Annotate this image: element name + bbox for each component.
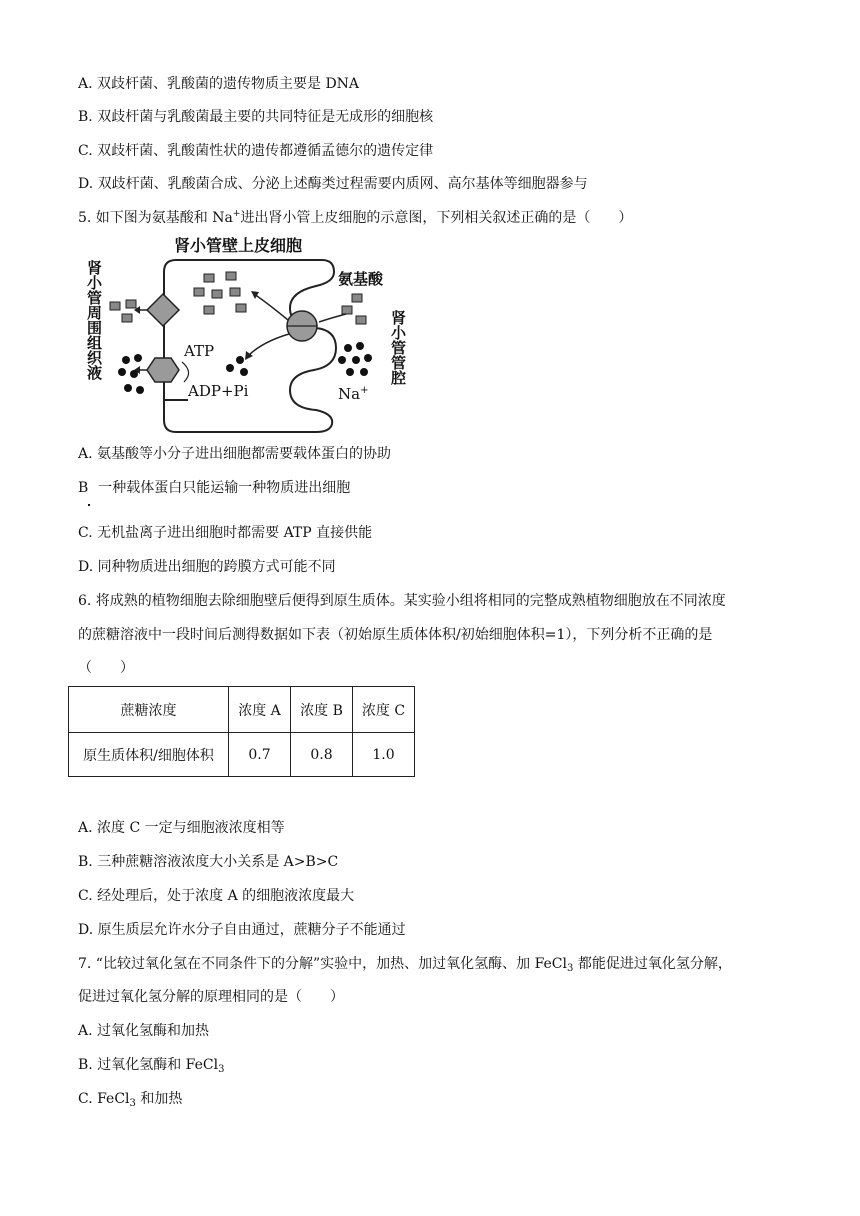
na-ion-dot-outside-left [136, 386, 144, 394]
q5-stem-after: 进出肾小管上皮细胞的示意图，下列相关叙述正确的是（ ） [240, 210, 633, 226]
q7-stem-line1-sub: 3 [567, 963, 574, 974]
q6-option-c: C. 经处理后，处于浓度 A 的细胞液浓度最大 [78, 888, 355, 904]
q6-option-d: D. 原生质层允许水分子自由通过，蔗糖分子不能通过 [78, 922, 406, 938]
table-header-cell: 浓度 C [353, 687, 415, 733]
q5-option-b [78, 478, 350, 498]
amino-acid-square [226, 272, 236, 280]
q7-option-b-sub: 3 [218, 1064, 225, 1075]
q6-option-b: B. 三种蔗糖溶液浓度大小关系是 A>B>C [78, 854, 339, 870]
amino-acid-square-lumen [342, 306, 352, 314]
arrow-circle-to-cell-squares [254, 294, 288, 320]
arrow-atp-to-adp [182, 362, 189, 382]
q5-stem-sup: + [232, 209, 241, 219]
na-ion-dot-outside-left [130, 370, 138, 378]
q7-option-c-sub: 3 [129, 1098, 136, 1109]
stray-dot [88, 504, 90, 506]
q5-option-d: D. 同种物质进出细胞的跨膜方式可能不同 [78, 559, 336, 575]
amino-acid-carrier-diamond [147, 294, 179, 326]
table-cell: 原生质体积/细胞体积 [69, 733, 229, 777]
na-ion-dot-lumen [346, 368, 354, 376]
q5-option-b-letter: B [78, 480, 89, 496]
diagram-right-label: 肾小管管腔 [389, 310, 407, 385]
table-row [69, 687, 415, 733]
q4-option-b: B. 双歧杆菌与乳酸菌最主要的共同特征是无成形的细胞核 [78, 109, 434, 125]
q7-option-c [78, 1089, 182, 1111]
q7-option-c-before: C. FeCl [78, 1091, 130, 1107]
arrow-head [251, 291, 259, 299]
q7-stem-line1-before: 7. “比较过氧化氢在不同条件下的分解”实验中，加热、加过氧化氢酶、加 FeCl [78, 956, 567, 972]
amino-acid-square [236, 304, 246, 312]
amino-acid-square [204, 306, 214, 314]
q7-option-a: A. 过氧化氢酶和加热 [78, 1023, 210, 1039]
diagram-left-label: 肾小管周围组织液 [85, 260, 103, 380]
amino-acid-square [212, 290, 222, 298]
table-cell: 0.7 [229, 733, 291, 777]
amino-acid-square-lumen [356, 316, 366, 324]
q4-option-d: D. 双歧杆菌、乳酸菌合成、分泌上述酶类过程需要内质网、高尔基体等细胞器参与 [78, 176, 588, 192]
na-ion-dot-lumen [352, 356, 360, 364]
kidney-tubule-diagram [76, 232, 426, 437]
amino-acid-square-outside-left [126, 300, 136, 308]
q7-option-b [78, 1055, 224, 1077]
q7-stem-line2: 促进过氧化氢分解的原理相同的是（ ） [78, 989, 344, 1005]
table-row [69, 733, 415, 777]
na-ion-dot-outside-left [124, 384, 132, 392]
amino-acid-square-outside-left [110, 302, 120, 310]
na-ion-dot-lumen [356, 342, 364, 350]
table-header-cell: 浓度 B [291, 687, 353, 733]
q5-option-c: C. 无机盐离子进出细胞时都需要 ATP 直接供能 [78, 525, 373, 541]
diagram-svg [76, 232, 426, 437]
q5-option-b-text: 一种载体蛋白只能运输一种物质进出细胞 [98, 480, 351, 496]
na-ion-dot-outside-left [122, 356, 130, 364]
table-cell: 0.8 [291, 733, 353, 777]
table-header-cell: 浓度 A [229, 687, 291, 733]
na-ion-dot [226, 364, 234, 372]
amino-acid-square [194, 288, 204, 296]
arrow-lumen-to-circle [319, 314, 346, 322]
amino-acid-square [204, 274, 214, 282]
na-atp-pump-hexagon [147, 358, 179, 382]
na-ion-dot-outside-left [134, 354, 142, 362]
table-cell: 1.0 [353, 733, 415, 777]
na-ion-dot [240, 368, 248, 376]
na-ion-dot-lumen [364, 354, 372, 362]
arrow-circle-to-na [248, 334, 289, 356]
q6-stem-line1: 6. 将成熟的植物细胞去除细胞壁后便得到原生质体。某实验小组将相同的完整成熟植物细胞放在不同浓度 [78, 593, 726, 609]
q7-option-c-after: 和加热 [135, 1091, 183, 1107]
na-ion-dot [236, 356, 244, 364]
q5-stem [78, 208, 632, 230]
diagram-atp-label: ATP [184, 342, 215, 360]
amino-acid-square [230, 288, 240, 296]
q5-option-a: A. 氨基酸等小分子进出细胞都需要载体蛋白的协助 [78, 446, 392, 462]
q5-stem-before: 5. 如下图为氨基酸和 Na [78, 210, 233, 226]
amino-acid-square-outside-left [122, 314, 132, 322]
q4-option-c: C. 双歧杆菌、乳酸菌性状的遗传都遵循孟德尔的遗传定律 [78, 143, 434, 159]
na-ion-dot-lumen [360, 368, 368, 376]
diagram-amino-acid-label: 氨基酸 [338, 270, 384, 288]
na-ion-dot-lumen [338, 356, 346, 364]
diagram-title: 肾小管壁上皮细胞 [174, 236, 303, 255]
q4-option-a: A. 双歧杆菌、乳酸菌的遗传物质主要是 DNA [78, 76, 360, 92]
q6-data-table [68, 686, 415, 777]
q7-option-b-text: B. 过氧化氢酶和 FeCl [78, 1057, 219, 1073]
diagram-na-label: Na+ [338, 385, 369, 403]
q7-stem-line1-after: 都能促进过氧化氢分解， [573, 956, 732, 972]
q6-stem-line3: （ ） [78, 660, 134, 676]
q7-stem-line1 [78, 954, 732, 976]
q6-option-a: A. 浓度 C 一定与细胞液浓度相等 [78, 820, 285, 836]
q6-stem-line2: 的蔗糖溶液中一段时间后测得数据如下表（初始原生质体体积/初始细胞体积=1），下列分析不正确的是 [78, 627, 713, 643]
diagram-adp-label: ADP+Pi [188, 382, 249, 400]
na-ion-dot-outside-left [118, 368, 126, 376]
table-header-cell: 蔗糖浓度 [69, 687, 229, 733]
na-ion-dot-lumen [344, 344, 352, 352]
amino-acid-square-lumen [352, 294, 362, 302]
